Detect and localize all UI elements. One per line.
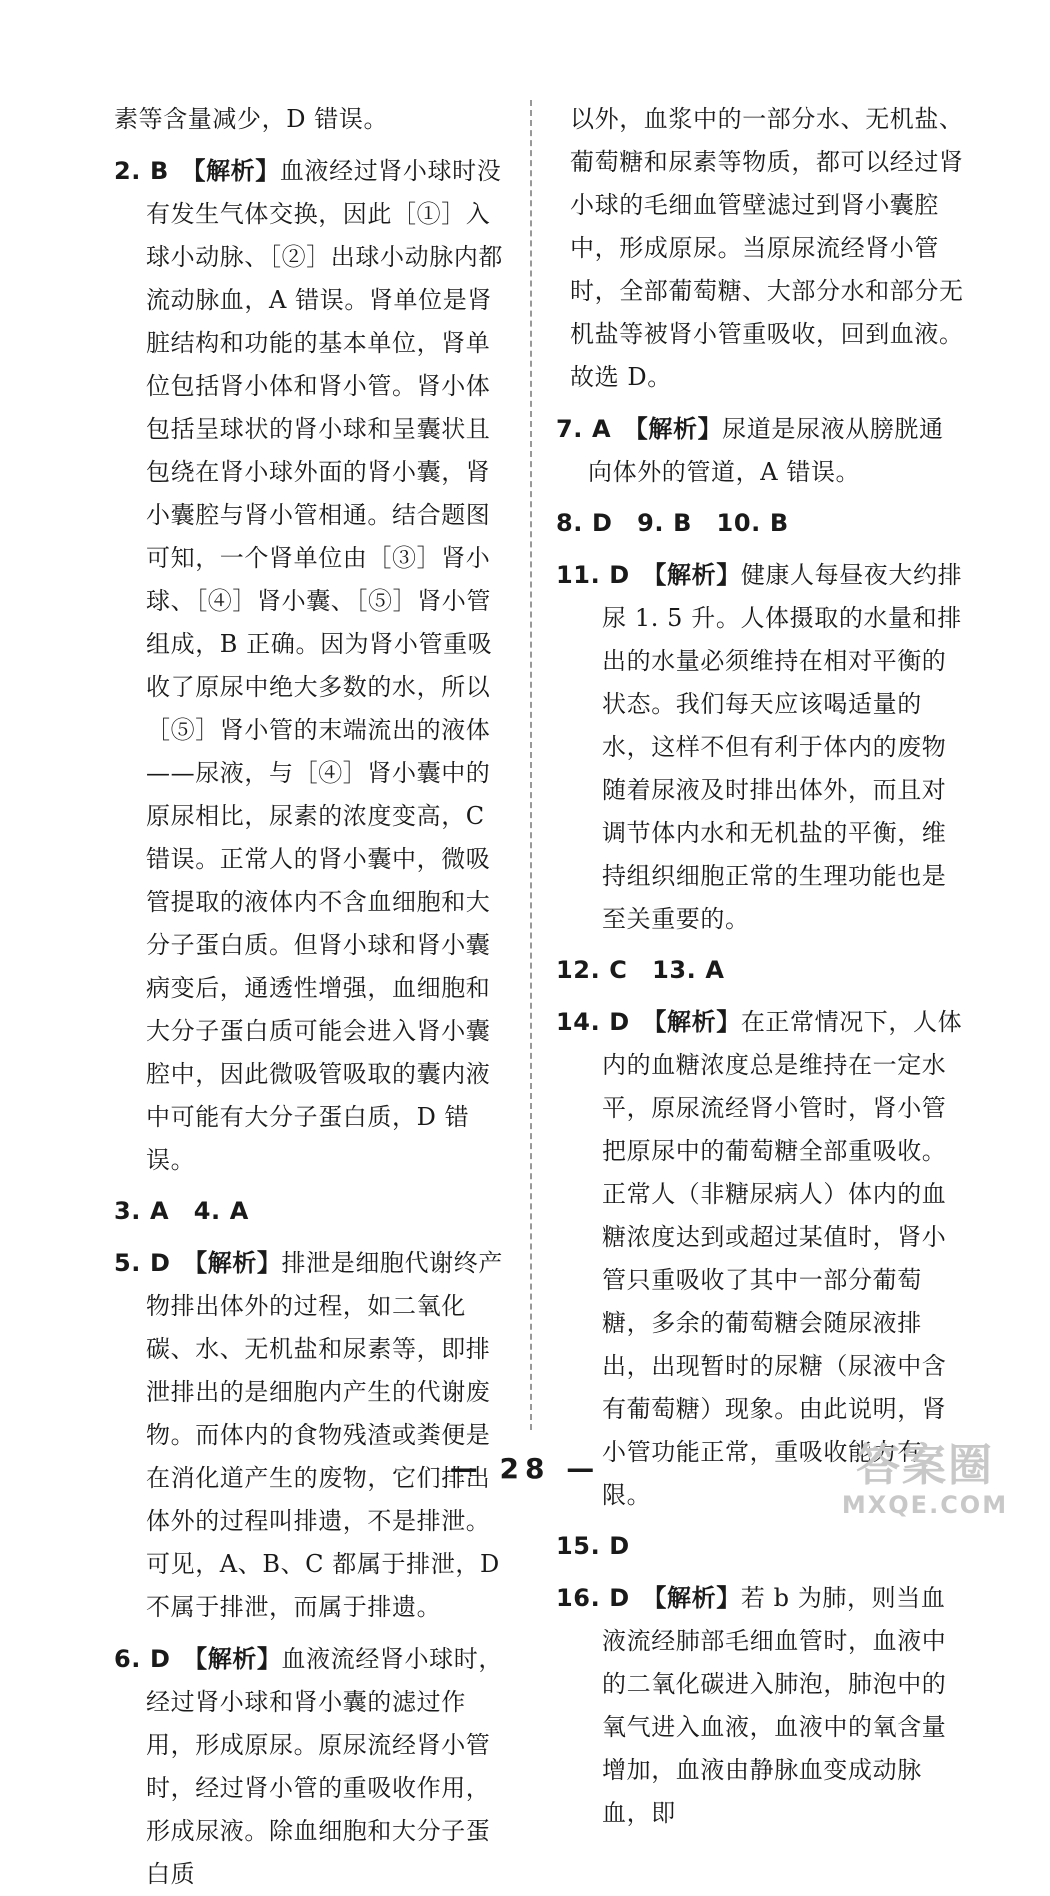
answer-number: 14. D (556, 1008, 630, 1036)
answer-text: 排泄是细胞代谢终产物排出体外的过程，如二氧化碳、水、无机盐和尿素等，即排泄排出的是细胞内产生的代谢废物。而体内的食物残渣或粪便是在消化道产生的废物，它们排出体外的过程叫排遗，不是排泄。可见，A、B、C 都属于排泄，D 不属于排泄，而属于排遗。 (146, 1249, 503, 1621)
answer-number: 2. B (114, 157, 169, 185)
answer-item-11 (556, 553, 966, 941)
answer-text: 尿道是尿液从膀胱通向体外的管道，A 错误。 (588, 415, 944, 486)
analysis-tag: 【解析】 (195, 1644, 282, 1673)
answer-item-2 (114, 149, 510, 1182)
answer-item-15: 15. D (556, 1532, 630, 1560)
analysis-tag: 【解析】 (195, 1248, 282, 1277)
column-divider (530, 100, 532, 1430)
analysis-tag: 【解析】 (193, 156, 280, 185)
answer-items-8-10: 8. D 9. B 10. B (556, 509, 789, 537)
continued-text: 以外，血浆中的一部分水、无机盐、葡萄糖和尿素等物质，都可以经过肾小球的毛细血管壁滤过到肾小囊腔中，形成原尿。当原尿流经肾小管时，全部葡萄糖、大部分水和部分无机盐等被肾小管重吸收，回到血液。故选 D。 (570, 105, 964, 391)
answer-items-12-13: 12. C 13. A (556, 956, 725, 984)
answer-text: 健康人每昼夜大约排尿 1. 5 升。人体摄取的水量和排出的水量必须维持在相对平衡的状态。我们每天应该喝适量的水，这样不但有利于体内的废物随着尿液及时排出体外，而且对调节体内水和无机盐的平衡，维持组织细胞正常的生理功能也是至关重要的。 (602, 561, 963, 933)
answer-item-7 (556, 407, 966, 494)
answer-text: 血液经过肾小球时没有发生气体交换，因此［①］入球小动脉、［②］出球小动脉内都流动脉血，A 错误。肾单位是肾脏结构和功能的基本单位，肾单位包括肾小体和肾小管。肾小体包括呈球状的肾小球和呈囊状且包绕在肾小球外面的肾小囊，肾小囊腔与肾小管相通。结合题图可知，一个肾单位由［③］肾小球、［④］肾小囊、［⑤］肾小管组成，B 正确。因为肾小管重吸收了原尿中绝大多数的水，所以［⑤］肾小管的末端流出的液体——尿液，与［④］肾小囊中的原尿相比，尿素的浓度变高，C 错误。正常人的肾小囊中，微吸管提取的液体内不含血细胞和大分子蛋白质。但肾小球和肾小囊病变后，通透性增强，血细胞和大分子蛋白质可能会进入肾小囊腔中，因此微吸管吸取的囊内液中可能有大分子蛋白质，D 错误。 (146, 157, 503, 1174)
answer-number: 6. D (114, 1645, 171, 1673)
answer-item-5 (114, 1241, 510, 1629)
answer-number: 7. A (556, 415, 612, 443)
answer-text: 若 b 为肺，则当血液流经肺部毛细血管时，血液中的二氧化碳进入肺泡，肺泡中的氧气进入血液，血液中的氧含量增加，血液由静脉血变成动脉血，即 (602, 1584, 947, 1827)
answer-number: 5. D (114, 1249, 171, 1277)
answer-number: 11. D (556, 561, 630, 589)
left-column (114, 98, 510, 1888)
watermark-top-text: 答案圈 (856, 1440, 994, 1491)
analysis-tag: 【解析】 (654, 560, 741, 589)
answer-number: 16. D (556, 1584, 630, 1612)
answer-item-16 (556, 1576, 966, 1835)
answer-text: 血液流经肾小球时，经过肾小球和肾小囊的滤过作用，形成原尿。原尿流经肾小管时，经过肾小管的重吸收作用，形成尿液。除血细胞和大分子蛋白质 (146, 1645, 503, 1888)
answer-items-3-4: 3. A 4. A (114, 1197, 249, 1225)
continued-text: 素等含量减少，D 错误。 (114, 105, 389, 133)
watermark-bottom-text: MXQE.COM (841, 1491, 1009, 1519)
page-number: — 28 — (449, 1452, 601, 1485)
analysis-tag: 【解析】 (635, 414, 723, 443)
answer-item-6 (114, 1637, 510, 1896)
analysis-tag: 【解析】 (654, 1007, 741, 1036)
watermark-logo (830, 1440, 1020, 1524)
analysis-tag: 【解析】 (654, 1583, 741, 1612)
answer-text: 在正常情况下，人体内的血糖浓度总是维持在一定水平，原尿流经肾小管时，肾小管把原尿中的葡萄糖全部重吸收。正常人（非糖尿病人）体内的血糖浓度达到或超过某值时，肾小管只重吸收了其中一部分葡萄糖，多余的葡萄糖会随尿液排出，出现暂时的尿糖（尿液中含有葡萄糖）现象。由此说明，肾小管功能正常，重吸收能力有限。 (602, 1008, 963, 1509)
